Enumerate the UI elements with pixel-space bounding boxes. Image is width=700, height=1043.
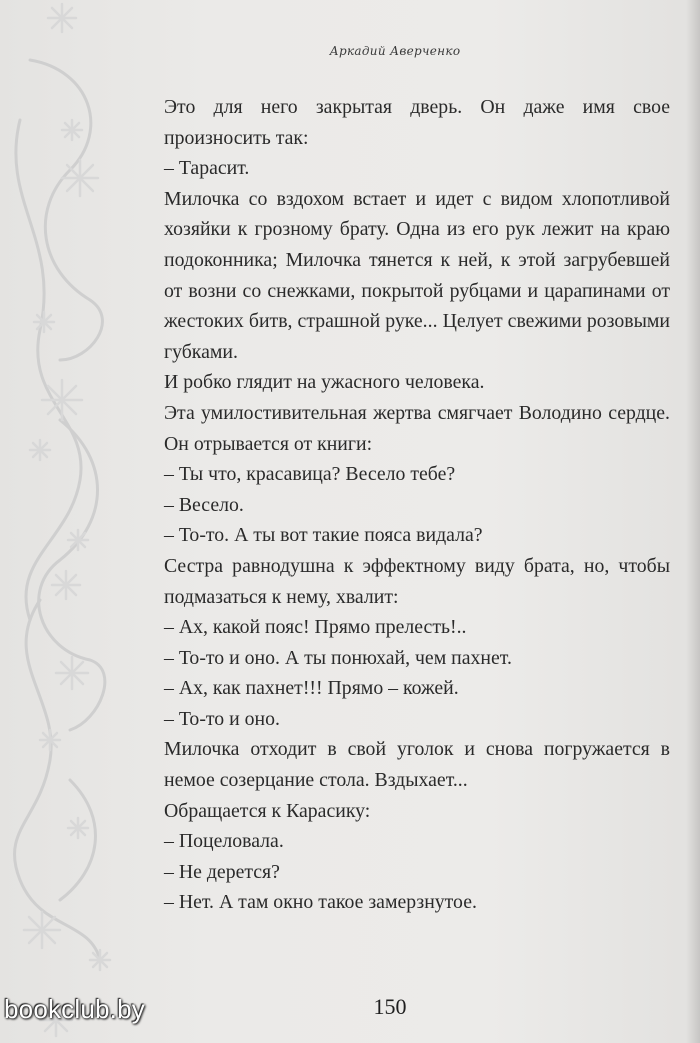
page-spine-shadow [686,0,700,1043]
dialogue-line: – Не дерется? [164,860,280,883]
dialogue-line: – Тарасит. [164,157,250,180]
running-header-author: Аркадий Аверченко [329,44,461,58]
paragraph: Милочка со вздохом встает и идет с видом хлопотливой хозяйки к грозному брату. Одна из его рук лежит на краю подоконника; Милочка тянется к ней, к этой загрубевшей от возни со снежками, покрытой рубцами и царапинами от жестоких битв, страшной руке... Целует свежими розовыми губками. [164,187,670,363]
paragraph: И робко глядит на ужасного человека. [164,371,485,394]
page-number: 150 [373,994,407,1019]
dialogue-line: – То-то и оно. [164,707,280,730]
paragraph: Сестра равнодушна к эффектному виду брата, но, чтобы подмазаться к нему, хвалит: [164,554,670,608]
paragraph: Это для него закрытая дверь. Он даже имя свое произносить так: [164,96,670,149]
dialogue-line: – То-то и оно. А ты понюхай, чем пахнет. [164,646,512,669]
dialogue-line: – Поцеловала. [164,830,284,853]
dialogue-line: – Ах, как пахнет!!! Прямо – кожей. [164,677,459,700]
dialogue-line: – Весело. [164,493,244,516]
paragraph: Милочка отходит в свой уголок и снова погружается в немое созерцание стола. Вздыхает... [164,738,670,792]
dialogue-line: – Нет. А там окно такое замерзнутое. [164,891,477,914]
dialogue-line: – Ах, какой пояс! Прямо прелесть!.. [164,616,467,639]
paragraph: Обращается к Карасику: [164,799,371,822]
snowflake-ornament-icon [0,0,130,1043]
dialogue-line: – Ты что, красавица? Весело тебе? [164,463,456,486]
watermark: bookclub.by [4,994,145,1024]
dialogue-line: – То-то. А ты вот такие пояса видала? [164,524,483,547]
body-text [164,92,670,918]
paragraph: Эта умилостивительная жертва смягчает Володино сердце. Он отрывается от книги: [164,401,670,455]
